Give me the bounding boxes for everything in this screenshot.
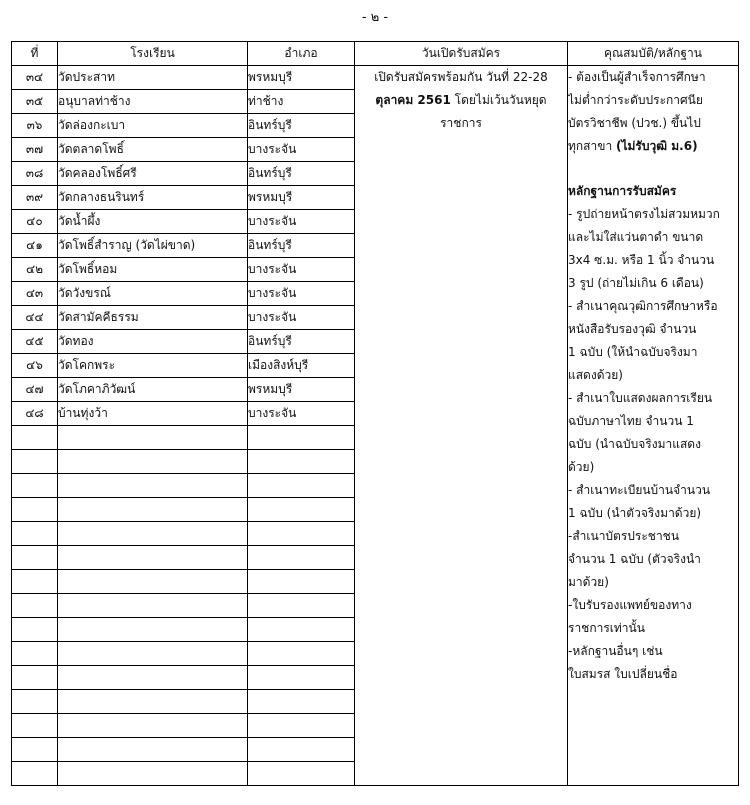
row-school [58,642,248,666]
row-school: วัดคลองโพธิ์ศรี [58,162,248,186]
row-district [248,642,355,666]
row-district: อินทร์บุรี [248,162,355,186]
row-school [58,690,248,714]
row-no: ๔๑ [12,234,58,258]
page-number: - ๒ - [361,10,389,25]
row-district: อินทร์บุรี [248,114,355,138]
row-no: ๔๖ [12,354,58,378]
row-school [58,594,248,618]
row-no: ๔๐ [12,210,58,234]
header-district: อำเภอ [248,42,355,66]
qual-line: - ต้องเป็นผู้สำเร็จการศึกษา [568,70,706,84]
header-no: ที่ [12,42,58,66]
evidence-line: 1 ฉบับ (นำตัวจริงมาด้วย) [568,506,702,520]
evidence-line: - สำเนาใบแสดงผลการเรียน [568,391,713,405]
row-school: วัดโภคาภิวัฒน์ [58,378,248,402]
qualification-cell [568,66,739,786]
row-district: ท่าช้าง [248,90,355,114]
row-no [12,450,58,474]
row-school: วัดวังขรณ์ [58,282,248,306]
row-district [248,450,355,474]
row-school [58,474,248,498]
evidence-line: 3 รูป (ถ่ายไม่เกิน 6 เดือน) [568,276,704,290]
row-no: ๓๖ [12,114,58,138]
row-no: ๔๔ [12,306,58,330]
row-school [58,666,248,690]
row-no: ๓๘ [12,162,58,186]
row-school: อนุบาลท่าช้าง [58,90,248,114]
row-district [248,570,355,594]
evidence-title: หลักฐานการรับสมัคร [568,184,677,198]
row-school [58,522,248,546]
row-school: วัดโพธิ์สำราญ (วัดไผ่ขาด) [58,234,248,258]
row-school [58,426,248,450]
row-no [12,570,58,594]
row-district: พรหมบุรี [248,186,355,210]
row-no [12,762,58,786]
evidence-line: 1 ฉบับ (ให้นำฉบับจริงมา [568,345,698,359]
row-district: พรหมบุรี [248,378,355,402]
evidence-line: 3x4 ซ.ม. หรือ 1 นิ้ว จำนวน [568,253,715,267]
evidence-line: - สำเนาทะเบียนบ้านจำนวน [568,483,711,497]
row-no [12,426,58,450]
evidence-line: จำนวน 1 ฉบับ (ตัวจริงนำ [568,552,701,566]
row-no: ๓๕ [12,90,58,114]
row-district: บางระจัน [248,138,355,162]
row-no [12,498,58,522]
row-no [12,522,58,546]
evidence-line: - สำเนาคุณวุฒิการศึกษาหรือ [568,299,718,313]
row-district [248,474,355,498]
period-line2: โดยไม่เว้นวันหยุด [450,93,547,107]
row-district [248,714,355,738]
row-school: วัดโพธิ์หอม [58,258,248,282]
evidence-line: ด้วย) [568,460,595,474]
header-qualification: คุณสมบัติ/หลักฐาน [568,42,739,66]
row-school [58,546,248,570]
evidence-line: และไม่ใส่แว่นตาดำ ขนาด [568,230,704,244]
qual-line: บัตรวิชาชีพ (ปวช.) ขึ้นไป [568,116,701,130]
evidence-line: ฉบับ (นำฉบับจริงมาแสดง [568,437,701,451]
table-header-row [12,42,739,66]
row-no [12,546,58,570]
row-school [58,618,248,642]
row-no: ๔๗ [12,378,58,402]
row-school: วัดโคกพระ [58,354,248,378]
row-school: วัดกลางธนรินทร์ [58,186,248,210]
evidence-line: -หลักฐานอื่นๆ เช่น [568,644,663,658]
evidence-line: -สำเนาบัตรประชาชน [568,529,680,543]
qual-note: (ไม่รับวุฒิ ม.6) [616,139,698,153]
row-district [248,666,355,690]
row-no [12,738,58,762]
row-school: วัดตลาดโพธิ์ [58,138,248,162]
row-no [12,474,58,498]
row-school: วัดน้ำผึ้ง [58,210,248,234]
row-no: ๓๔ [12,66,58,90]
qual-line: ไม่ต่ำกว่าระดับประกาศนีย [568,93,703,107]
evidence-line: -ใบรับรองแพทย์ของทาง [568,598,692,612]
row-district [248,738,355,762]
row-school [58,570,248,594]
row-district [248,690,355,714]
row-school [58,450,248,474]
period-line1: เปิดรับสมัครพร้อมกัน วันที่ 22-28 [374,70,548,84]
row-no: ๔๕ [12,330,58,354]
evidence-line: แสดงด้วย) [568,368,623,382]
schools-table [11,41,739,786]
row-district [248,546,355,570]
row-school: บ้านทุ่งว้า [58,402,248,426]
row-school: วัดสามัคคีธรรม [58,306,248,330]
row-district: บางระจัน [248,306,355,330]
row-no [12,690,58,714]
evidence-line: มาด้วย) [568,575,609,589]
row-district [248,594,355,618]
row-no [12,714,58,738]
row-no: ๔๘ [12,402,58,426]
row-no [12,642,58,666]
row-district: บางระจัน [248,282,355,306]
row-district: เมืองสิงห์บุรี [248,354,355,378]
evidence-line: หนังสือรับรองวุฒิ จำนวน [568,322,697,336]
row-school: วัดประสาท [58,66,248,90]
row-no: ๓๗ [12,138,58,162]
qual-line [568,135,738,158]
row-district [248,762,355,786]
row-no: ๔๓ [12,282,58,306]
row-district [248,498,355,522]
table-row [12,66,739,90]
qual-text: ทุกสาขา [568,139,616,153]
header-period: วันเปิดรับสมัคร [355,42,568,66]
header-school: โรงเรียน [58,42,248,66]
row-district: อินทร์บุรี [248,330,355,354]
row-school: วัดล่องกะเบา [58,114,248,138]
row-school [58,738,248,762]
row-school [58,498,248,522]
row-no [12,618,58,642]
row-no [12,666,58,690]
evidence-line: - รูปถ่ายหน้าตรงไม่สวมหมวก [568,207,720,221]
row-no: ๓๙ [12,186,58,210]
row-district [248,618,355,642]
row-no: ๔๒ [12,258,58,282]
row-school: วัดทอง [58,330,248,354]
row-district [248,522,355,546]
evidence-line: ฉบับภาษาไทย จำนวน 1 [568,414,694,428]
row-district [248,426,355,450]
row-district: บางระจัน [248,258,355,282]
row-school [58,762,248,786]
row-school [58,714,248,738]
period-line3: ราชการ [440,116,482,130]
evidence-line: ใบสมรส ใบเปลี่ยนชื่อ [568,667,678,681]
row-district: บางระจัน [248,210,355,234]
row-district: อินทร์บุรี [248,234,355,258]
row-district: บางระจัน [248,402,355,426]
evidence-line: ราชการเท่านั้น [568,621,645,635]
row-no [12,594,58,618]
registration-period [355,66,568,786]
period-date: ตุลาคม 2561 [375,93,451,107]
row-district: พรหมบุรี [248,66,355,90]
